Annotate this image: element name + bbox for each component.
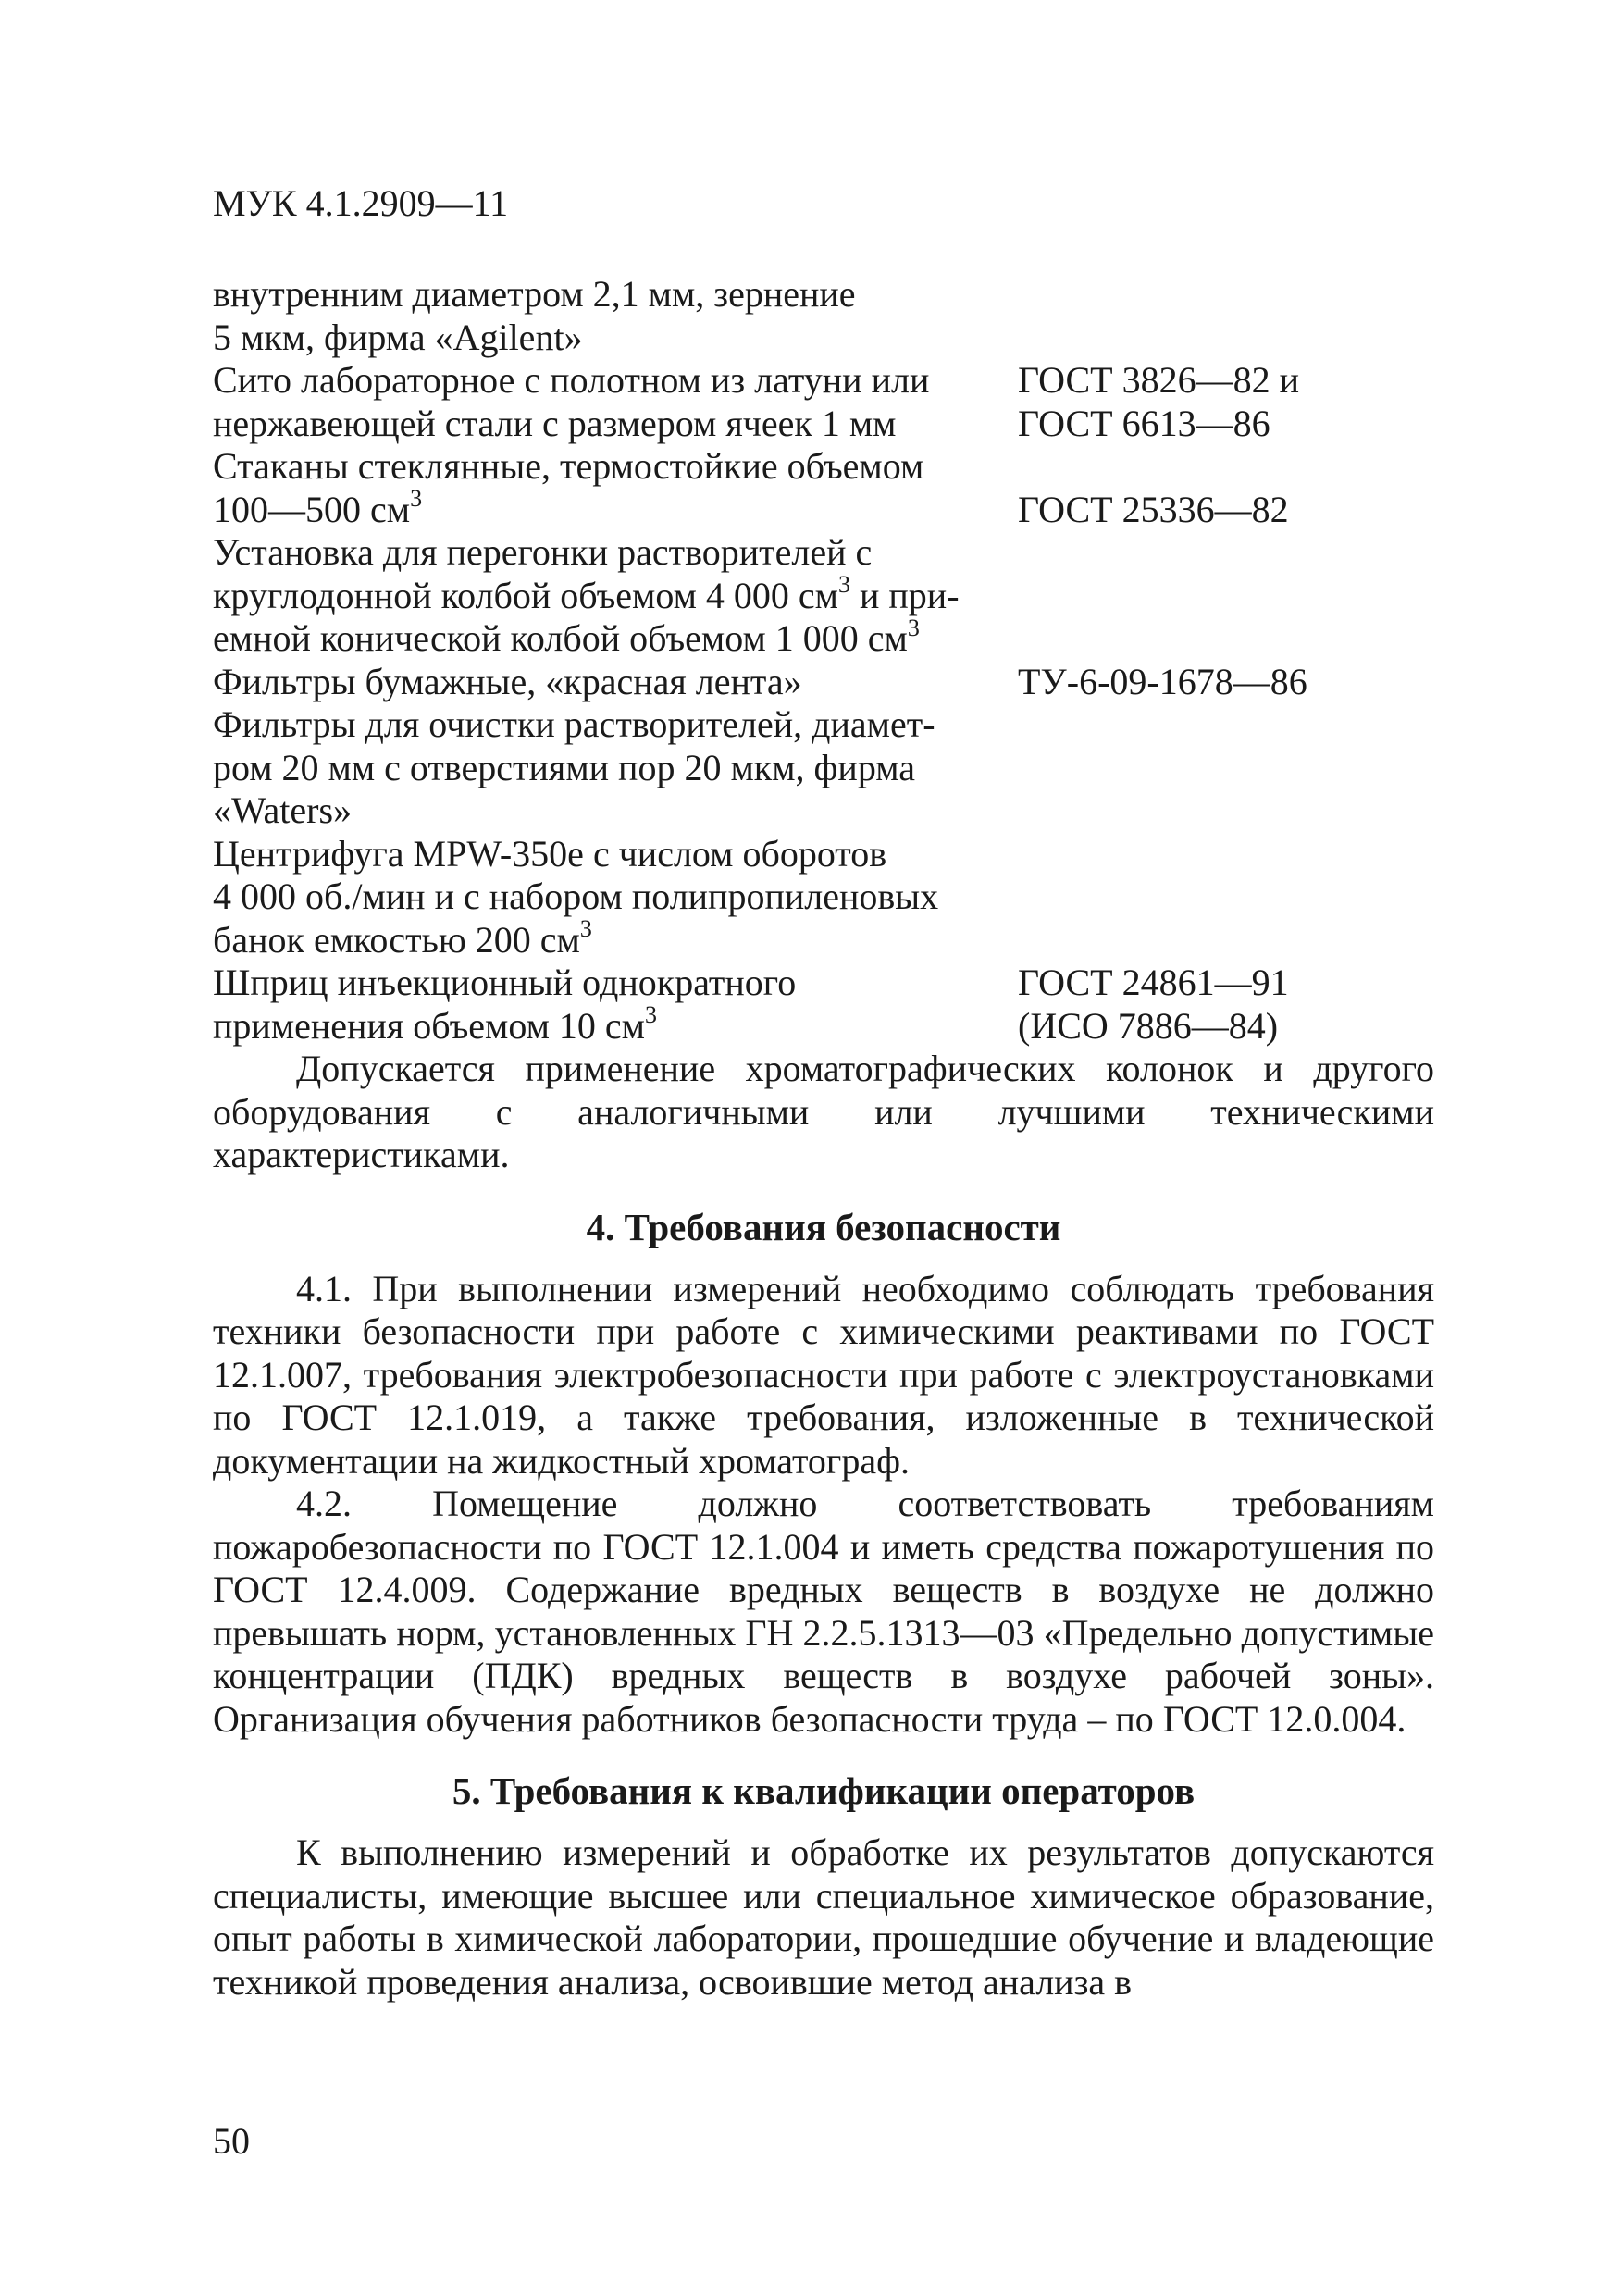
list-item-distill: Установка для перегонки растворителей с [213,531,873,573]
section-4-paragraph-2: 4.2. Помещение должно соответствовать требованиям пожаробезопасности по ГОСТ 12.1.004 и иметь средства пожаротушения по ГОСТ 12.4.009. Содержание вредных веществ в воздухе не должно превышать норм, установленных ГН 2.2.5.1313—03 «Предельно допустимые концентрации (ПДК) вредных веществ в воздухе рабочей зоны». Организация обучения работников безопасности труда – по ГОСТ 12.0.004. [213,1483,1434,1740]
superscript: 3 [410,485,423,513]
list-item-line: ром 20 мм с отверстиями пор 20 мкм, фирма [213,746,916,788]
item-text: банок емкостью 200 см [213,918,580,961]
list-item-sieve [213,359,1434,403]
list-item-solvent-filters: Фильтры для очистки растворителей, диамет- [213,703,935,745]
list-item-sieve-cont [213,403,1434,446]
list-item-line: 4 000 об./мин и с набором полипропиленовых [213,875,939,917]
section-4-title: 4. Требования безопасности [586,1205,1061,1248]
item-standard: ГОСТ 3826—82 и [1018,359,1300,401]
item-description: Сито лабораторное с полотном из латуни или [213,359,930,401]
item-text: применения объемом 10 см [213,1004,645,1047]
item-standard: (ИСО 7886—84) [1018,1004,1279,1047]
list-item-beakers-cont [213,485,1434,532]
item-text: емной конической колбой объемом 1 000 см [213,617,908,659]
list-item-distill-line2 [213,571,1434,618]
section-5-paragraph-1: К выполнению измерений и обработке их результатов допускаются специалисты, имеющие высшее или специальное химическое образование, опыт работы в химической лаборатории, прошедшие обучение и владеющие техникой проведения анализа, освоившие метод анализа в [213,1831,1434,2003]
list-item-centrifuge: Центрифуга MPW-350e с числом оборотов [213,832,887,875]
superscript: 3 [907,614,920,641]
page-number: 50 [213,2120,250,2162]
item-description [213,485,1018,532]
item-standard: ГОСТ 6613—86 [1018,402,1270,444]
item-description: Шприц инъекционный однократного [213,962,797,1003]
item-text: и при- [849,574,960,616]
item-standard: ГОСТ 25336—82 [1018,488,1289,530]
list-item-distill-line3 [213,614,1434,661]
list-item-line: 5 мкм, фирма «Agilent» [213,316,583,358]
superscript: 3 [579,915,592,943]
superscript: 3 [837,571,850,599]
list-item-line: внутренним диаметром 2,1 мм, зернение [213,273,856,315]
section-4-paragraph-1: 4.1. При выполнении измерений необходимо соблюдать требования техники безопасности при работе с химическими реактивами по ГОСТ 12.1.007, требования электробезопасности при работе с электроустановками по ГОСТ 12.1.019, а также требования, изложенные в технической документации на жидкостный хроматограф. [213,1267,1434,1482]
list-item-syringe-cont [213,1001,1434,1049]
equipment-list [213,273,1434,1177]
item-standard: ГОСТ 24861—91 [1018,962,1289,1003]
item-text: 100—500 см [213,488,411,530]
allowance-paragraph: Допускается применение хроматографических колонок и другого оборудования с аналогичными или лучшими техническими характеристиками. [213,1048,1434,1175]
superscript: 3 [644,1001,657,1029]
page-content [213,273,1434,2004]
list-item-beakers: Стаканы стеклянные, термостойкие объемом [213,445,924,487]
item-text: круглодонной колбой объемом 4 000 см [213,574,838,616]
list-item-paper-filters [213,661,1434,704]
item-standard: ТУ-6-09-1678—86 [1018,660,1307,702]
item-description [213,1001,1018,1049]
list-item-syringe [213,962,1434,1005]
section-5-title: 5. Требования к квалификации операторов [452,1769,1196,1812]
item-description: нержавеющей стали с размером ячеек 1 мм [213,402,897,444]
list-item-line: «Waters» [213,789,353,831]
list-item-line [213,915,1434,962]
item-description: Фильтры бумажные, «красная лента» [213,660,802,702]
document-code-header: МУК 4.1.2909—11 [213,182,509,224]
